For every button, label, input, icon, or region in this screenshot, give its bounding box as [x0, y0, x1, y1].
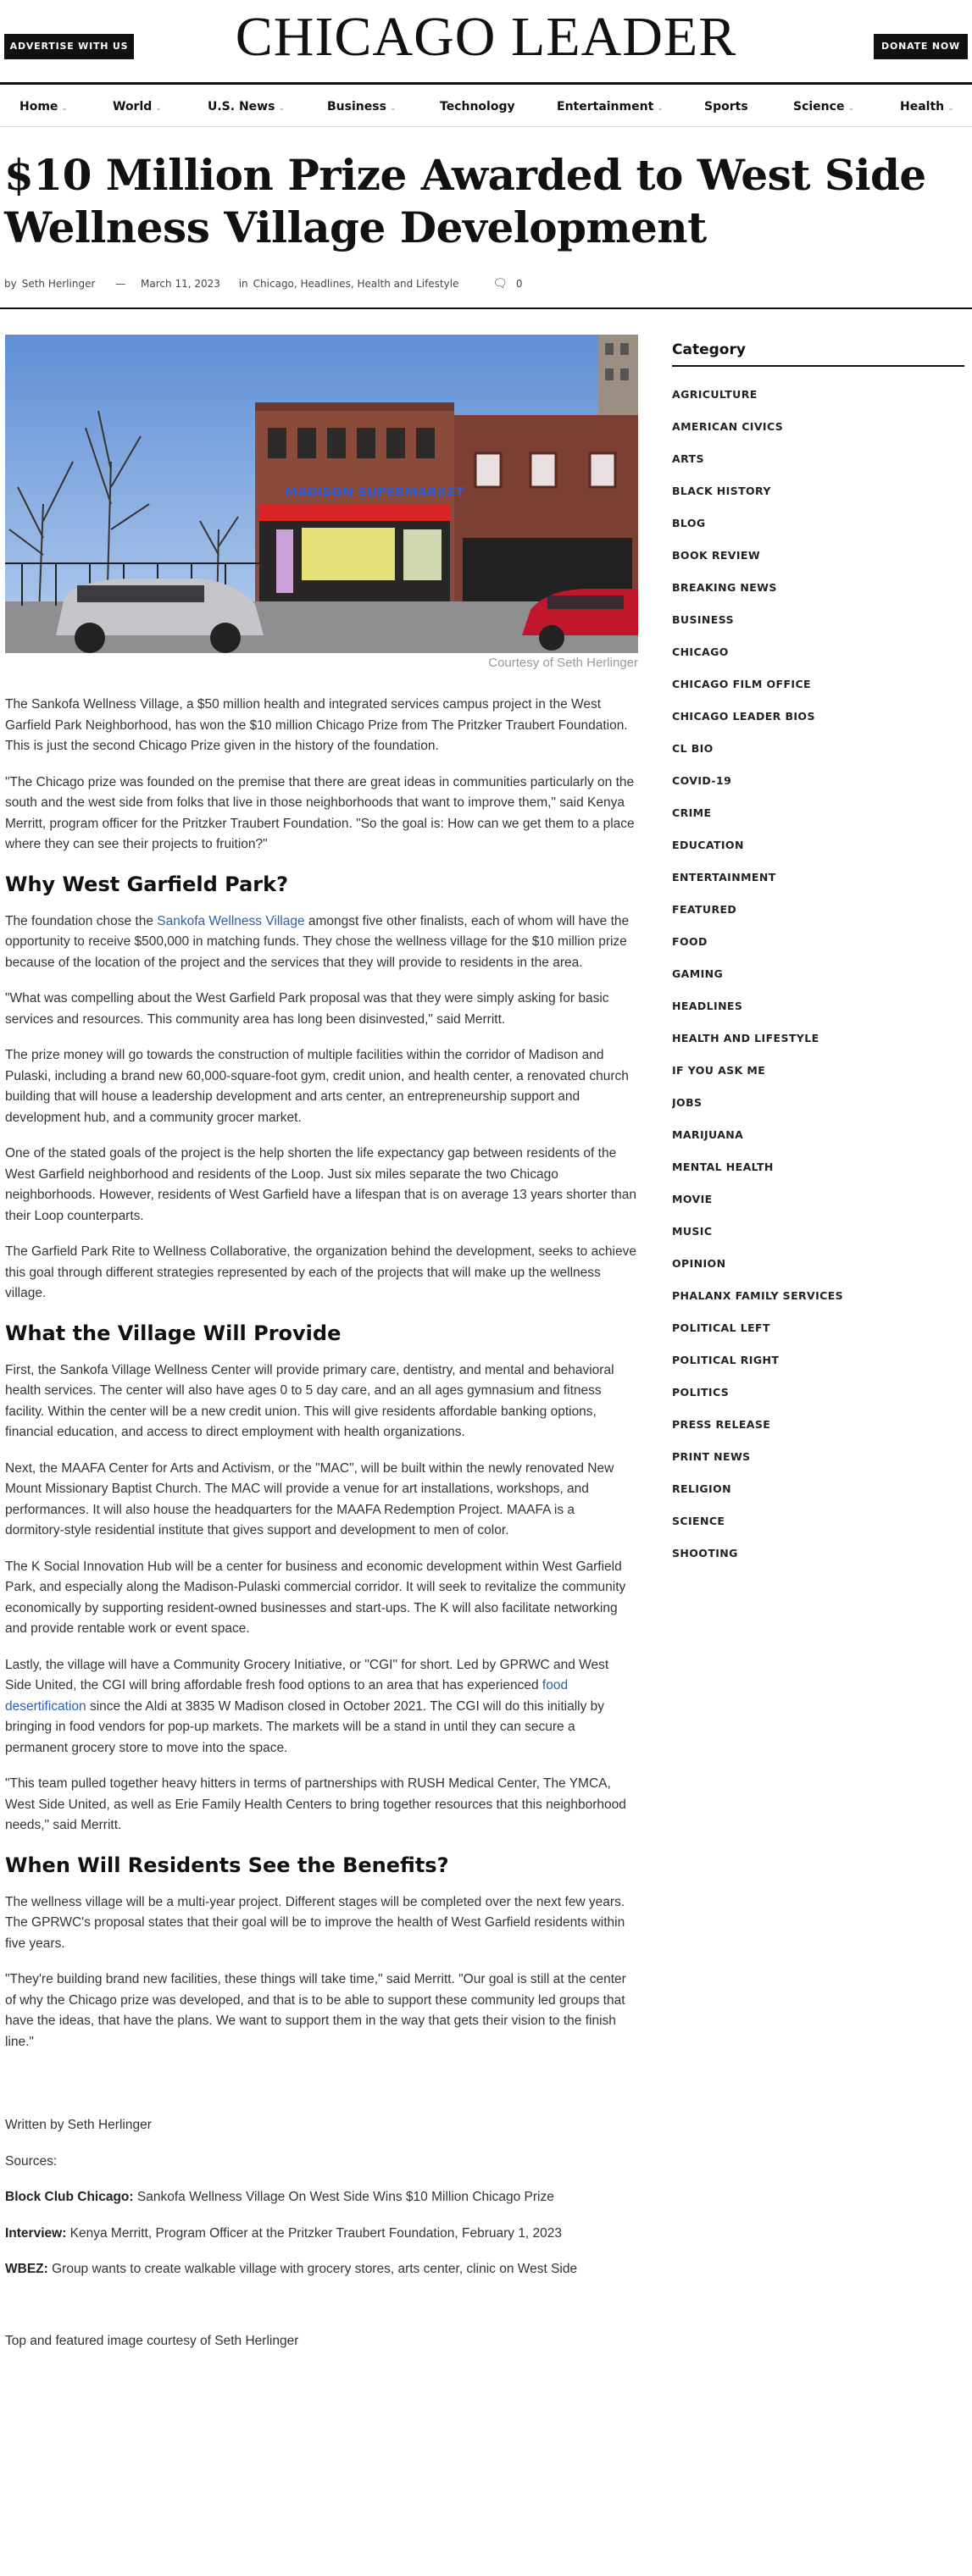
category-link[interactable]: AMERICAN CIVICS: [672, 420, 784, 433]
chevron-down-icon: ⌄: [947, 104, 954, 113]
site-logo[interactable]: CHICAGO LEADER: [235, 6, 737, 68]
category-link[interactable]: POLITICS: [672, 1386, 730, 1399]
category-link[interactable]: GAMING: [672, 967, 724, 980]
paragraph: The Sankofa Wellness Village, a $50 million health and integrated services campus project in the West Garfield Park Neighborhood, has won the $10 million Chicago Prize from The Pritzker Traubert Foundation. This is just the second Chicago Prize given in the history of the foundation.: [5, 697, 628, 753]
spacer: [5, 2068, 637, 2115]
storefront-sign: MADISON SUPERMARKET: [285, 485, 464, 500]
main-nav: [0, 86, 972, 127]
chevron-down-icon: ⌄: [657, 104, 664, 113]
category-link[interactable]: CRIME: [672, 806, 712, 819]
nav-label: Entertainment: [557, 100, 654, 114]
category-link[interactable]: OPINION: [672, 1257, 726, 1270]
source-item: [5, 2224, 637, 2245]
paragraph: "What was compelling about the West Garfield Park proposal was that they were simply asking for basic services and resources. This community area has long been disinvested," said Merritt.: [5, 991, 609, 1027]
sources-label: Sources:: [5, 2153, 58, 2169]
text-run: The foundation chose the: [5, 913, 158, 928]
category-link[interactable]: RELIGION: [672, 1482, 731, 1495]
category-links[interactable]: Chicago, Headlines, Health and Lifestyle: [253, 278, 459, 290]
category-link[interactable]: MARIJUANA: [672, 1128, 744, 1141]
category-link[interactable]: PRESS RELEASE: [672, 1418, 771, 1431]
category-link[interactable]: IF YOU ASK ME: [672, 1064, 766, 1077]
comment-icon: 🗨: [492, 277, 508, 291]
paragraph: The Garfield Park Rite to Wellness Collaborative, the organization behind the development, seeks to achieve this goal through different strategies represented by each of the projects that will make up the wellness village.: [5, 1244, 636, 1300]
source-label: WBEZ:: [5, 2262, 48, 2276]
comments-link[interactable]: [492, 278, 527, 290]
nav-item-health[interactable]: [900, 100, 954, 114]
source-item: [5, 2259, 637, 2280]
source-label: Interview:: [5, 2225, 67, 2241]
category-link[interactable]: BREAKING NEWS: [672, 581, 777, 594]
category-link[interactable]: BLOG: [672, 517, 706, 529]
category-link[interactable]: COVID-19: [672, 774, 732, 787]
category-list: [672, 387, 964, 1567]
in-prefix: in: [238, 278, 248, 290]
nav-label: Science: [793, 100, 845, 114]
category-link[interactable]: SHOOTING: [672, 1547, 738, 1559]
category-link[interactable]: HEADLINES: [672, 1000, 743, 1012]
header-divider: [0, 82, 972, 85]
paragraph: "The Chicago prize was founded on the premise that there are great ideas in communities particularly on the south and the west side from folks that live in those neighborhoods that want to improve them," said Kenya Merritt, program officer for the Pritzker Traubert Foundation. "So the goal is: How can we get them to a place where they can see their projects to fruition?": [5, 774, 635, 851]
sidebar-title: Category: [672, 335, 964, 367]
paragraph: Next, the MAAFA Center for Arts and Activism, or the "MAC", will be built within the newly renovated New Mount Missionary Baptist Church. The MAC will provide a venue for art installations, workshops, and performances. It will also house the headquarters for the MAAFA Redemption Project. MAAFA is a dormitory-style residential institute that gives support and development to men of color.: [5, 1460, 614, 1537]
category-link[interactable]: MOVIE: [672, 1193, 713, 1205]
image-credit: Top and featured image courtesy of Seth Herlinger: [5, 2333, 299, 2348]
category-link[interactable]: MUSIC: [672, 1225, 713, 1238]
meta-separator: —: [115, 278, 126, 290]
text-run: amongst five other finalists, each of whom will have the opportunity to receive $500,000 in matching funds. They chose the wellness village for the $10 million prize because of the location of the project and the services that they will provide to residents in the area.: [5, 913, 630, 970]
category-sidebar: [672, 335, 964, 1567]
sankofa-link[interactable]: Sankofa Wellness Village: [157, 913, 305, 928]
chevron-down-icon: ⌄: [847, 104, 854, 113]
category-link[interactable]: ARTS: [672, 452, 704, 465]
source-text: Kenya Merritt, Program Officer at the Pritzker Traubert Foundation, February 1, 2023: [66, 2225, 563, 2241]
donate-button[interactable]: DONATE NOW: [874, 34, 968, 59]
category-link[interactable]: HEALTH AND LIFESTYLE: [672, 1032, 819, 1044]
category-link[interactable]: ENTERTAINMENT: [672, 871, 776, 884]
paragraph: [5, 1655, 637, 1759]
article-title: $10 Million Prize Awarded to West Side Wellness Village Development: [4, 150, 926, 252]
chevron-down-icon: ⌄: [155, 104, 162, 113]
section-heading: When Will Residents See the Benefits?: [5, 1853, 449, 1877]
featured-image: [5, 335, 638, 653]
category-link[interactable]: POLITICAL RIGHT: [672, 1354, 780, 1366]
paragraph: One of the stated goals of the project is the help shorten the life expectancy gap between residents of the West Garfield neighborhood and residents of the Loop. Just six miles separate the two Chicago neighborhoods. However, residents of West Garfield have a lifespan that is on average 13 years shorter than their Loop counterparts.: [5, 1146, 637, 1223]
paragraph: "They're building brand new facilities, these things will take time," said Merritt. "Our goal is still at the center of why the Chicago prize was developed, and that is to be able to support these community led groups that have the ideas, that have the plans. We want to support them in the way that gets their vision to the finish line.": [5, 1972, 626, 2049]
category-link[interactable]: EDUCATION: [672, 839, 744, 851]
section-heading: What the Village Will Provide: [5, 1321, 342, 1345]
article-meta: [4, 277, 533, 291]
category-link[interactable]: AGRICULTURE: [672, 388, 758, 401]
nav-label: Business: [327, 100, 386, 114]
category-link[interactable]: PHALANX FAMILY SERVICES: [672, 1289, 844, 1302]
source-text: Group wants to create walkable village with grocery stores, arts center, clinic on West Side: [47, 2262, 578, 2276]
paragraph: "This team pulled together heavy hitters in terms of partnerships with RUSH Medical Center, The YMCA, West Side United, as well as Erie Family Health Centers to bring together resources that this neighborhood needs," said Merritt.: [5, 1776, 626, 1832]
text-run: since the Aldi at 3835 W Madison closed in October 2021. The CGI will do this initially by bringing in food vendors for pop-up markets. The markets will be a stand in until they can secure a permanent grocery store to move into the space.: [5, 1698, 605, 1755]
category-link[interactable]: CHICAGO LEADER BIOS: [672, 710, 815, 723]
chevron-down-icon: ⌄: [389, 104, 397, 113]
image-caption: Courtesy of Seth Herlinger: [488, 656, 638, 670]
author-link[interactable]: Seth Herlinger: [21, 278, 96, 290]
nav-item-us-news[interactable]: [208, 100, 285, 114]
nav-item-sports[interactable]: [704, 100, 748, 114]
paragraph: First, the Sankofa Village Wellness Center will provide primary care, dentistry, and mental and behavioral health services. The center will also have ages 0 to 5 day care, and an all ages gymnasium and fitness facility. Within the center will be a new credit union. This will give residents affordable banking options, financial education, and access to direct employment with health organizations.: [5, 1362, 614, 1439]
category-link[interactable]: CHICAGO FILM OFFICE: [672, 678, 811, 690]
nav-item-home[interactable]: [19, 100, 68, 114]
paragraph: The K Social Innovation Hub will be a center for business and economic development within West Garfield Park, and especially along the Madison-Pulaski commercial corridor. It will seek to revitalize the community economically by supporting resident-owned businesses and start-ups. The K will also facilitate networking and provide rentable work or event space.: [5, 1559, 626, 1636]
nav-item-business[interactable]: [327, 100, 396, 114]
source-text: Sankofa Wellness Village On West Side Wins $10 Million Chicago Prize: [133, 2190, 554, 2204]
category-link[interactable]: SCIENCE: [672, 1515, 725, 1527]
site-header: [0, 0, 972, 85]
category-link[interactable]: JOBS: [672, 1096, 703, 1109]
comment-count: 0: [515, 278, 523, 290]
storefront-photo: [5, 335, 638, 653]
nav-label: Home: [19, 100, 58, 114]
nav-item-science[interactable]: [793, 100, 854, 114]
advertise-button[interactable]: ADVERTISE WITH US: [4, 34, 134, 59]
nav-item-technology[interactable]: [440, 100, 515, 114]
paragraph: [5, 911, 637, 974]
category-link[interactable]: BLACK HISTORY: [672, 485, 771, 497]
section-heading: Why West Garfield Park?: [5, 872, 288, 896]
category-link[interactable]: BUSINESS: [672, 613, 734, 626]
paragraph: The prize money will go towards the construction of multiple facilities within the corridor of Madison and Pulaski, including a brand new 60,000-square-foot gym, credit union, and health center, a renovated church building that will house a leadership development and arts center, an entrepreneurship support and development hub, and a community grocer market.: [5, 1048, 629, 1125]
category-link[interactable]: MENTAL HEALTH: [672, 1161, 774, 1173]
article-body: [5, 695, 637, 2367]
byline-prefix: by: [4, 278, 17, 290]
category-link[interactable]: BOOK REVIEW: [672, 549, 761, 562]
category-link[interactable]: CL BIO: [672, 742, 714, 755]
publish-date: March 11, 2023: [141, 278, 220, 290]
nav-label: Health: [900, 100, 945, 114]
nav-label: Technology: [440, 100, 515, 114]
nav-item-entertainment[interactable]: [557, 100, 664, 114]
nav-label: Sports: [704, 100, 748, 114]
source-label: Block Club Chicago:: [5, 2190, 134, 2204]
category-link[interactable]: PRINT NEWS: [672, 1450, 751, 1463]
spacer: [5, 2296, 637, 2331]
nav-label: World: [113, 100, 153, 114]
written-by: Written by Seth Herlinger: [5, 2118, 152, 2132]
category-link[interactable]: CHICAGO: [672, 645, 729, 658]
chevron-down-icon: ⌄: [278, 104, 285, 113]
category-link[interactable]: FEATURED: [672, 903, 737, 916]
category-link[interactable]: POLITICAL LEFT: [672, 1321, 770, 1334]
meta-divider: [0, 307, 972, 309]
food-desertification-link[interactable]: food desertification: [5, 1678, 569, 1714]
chevron-down-icon: ⌄: [61, 104, 68, 113]
nav-label: U.S. News: [208, 100, 275, 114]
category-link[interactable]: FOOD: [672, 935, 708, 948]
nav-item-world[interactable]: [113, 100, 162, 114]
text-run: Lastly, the village will have a Community Grocery Initiative, or "CGI" for short. Led by GPRWC and West Side United, the CGI will bring affordable fresh food options to an area that has experienced: [5, 1657, 609, 1692]
paragraph: The wellness village will be a multi-year project. Different stages will be completed over the next few years. The GPRWC's proposal states that their goal will be to improve the health of West Garfield residents within five years.: [5, 1894, 625, 1951]
source-item: [5, 2187, 637, 2208]
